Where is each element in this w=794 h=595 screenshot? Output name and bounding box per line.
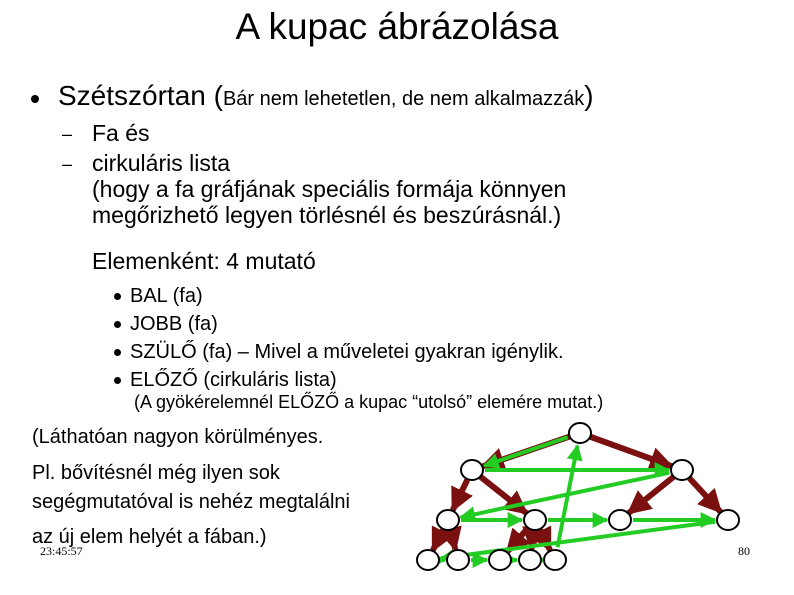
explanation-line: (hogy a fa gráfjának speciális formája könnyen: [92, 176, 567, 202]
timestamp: 23:45:57: [40, 544, 83, 558]
page-number: 80: [738, 544, 750, 558]
remark-line: Pl. bővítésnél még ilyen sok: [32, 462, 280, 484]
tree-node: [437, 510, 459, 530]
tree-edge: [689, 478, 720, 512]
explanation-line: megőrizhető legyen törlésnél és beszúrásnál.): [92, 202, 562, 228]
remark-line: az új elem helyét a fában.): [32, 526, 267, 548]
tree-edge: [433, 530, 443, 550]
paren-open: (: [213, 80, 223, 111]
tree-node: [519, 550, 541, 570]
tree-node: [447, 550, 469, 570]
remark-line: segégmutatóval is nehéz megtalálni: [32, 491, 350, 513]
remark-line: (Láthatóan nagyon körülményes.: [32, 426, 324, 448]
tree-node: [461, 460, 483, 480]
tree-node: [671, 460, 693, 480]
tree-node: [609, 510, 631, 530]
list-arrow: [441, 522, 715, 559]
tree-nodes: [417, 423, 739, 570]
pointer-note: (A gyökérelemnél ELŐZŐ a kupac “utolsó” elemére mutat.): [134, 392, 604, 412]
slide-title: A kupac ábrázolása: [235, 6, 559, 47]
tree-node: [417, 550, 439, 570]
sub-item-list: cirkuláris lista: [92, 150, 231, 176]
bullet-aside: Bár nem lehetetlen, de nem alkalmazzák: [222, 88, 585, 110]
tree-edge: [590, 437, 671, 466]
circular-list-arrows: [441, 437, 715, 560]
tree-node: [544, 550, 566, 570]
list-arrow: [484, 437, 567, 466]
pointer-heading: Elemenként: 4 mutató: [92, 248, 316, 274]
tree-edge: [540, 530, 550, 550]
pointer-item: BAL (fa): [130, 285, 203, 307]
tree-edge: [453, 480, 467, 510]
tree-node: [717, 510, 739, 530]
bullet-main-text: Szétszórtan: [58, 80, 206, 111]
sub-item-tree: Fa és: [92, 120, 150, 146]
pointer-item: ELŐZŐ (cirkuláris lista): [130, 369, 337, 391]
pointer-item: JOBB (fa): [130, 313, 218, 335]
paren-close: ): [584, 80, 594, 111]
pointer-item: SZÜLŐ (fa) – Mivel a műveletei gyakran igénylik.: [130, 341, 564, 363]
dash-icon: –: [62, 124, 73, 144]
tree-node: [489, 550, 511, 570]
dash-icon: –: [62, 154, 73, 174]
tree-edge: [451, 531, 456, 550]
tree-edge: [629, 477, 674, 513]
tree-node: [569, 423, 591, 443]
tree-node: [524, 510, 546, 530]
